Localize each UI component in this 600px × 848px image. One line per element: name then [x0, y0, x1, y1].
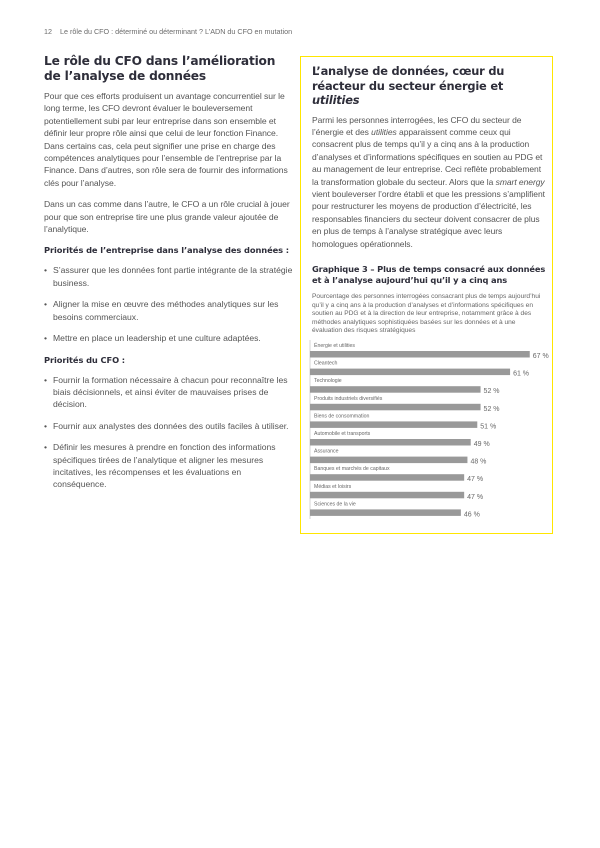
bar: [310, 509, 461, 516]
text-run-italic: smart energy: [495, 176, 545, 187]
category-label: Médias et loisirs: [314, 483, 352, 490]
main-column: [44, 54, 294, 500]
text-run-italic: utilities: [371, 126, 397, 137]
section-title: Le rôle du CFO dans l’amélioration de l’analyse de données: [44, 54, 276, 83]
value-label: 47 %: [467, 476, 484, 484]
paragraph: Dans un cas comme dans l’autre, le CFO a un rôle crucial à jouer pour que son entreprise tire une plus grande valeur ajoutée de l’analytique.: [44, 199, 290, 235]
text-run: Parmi les personnes interrogées, les CFO du secteur de l’énergie et des: [312, 114, 522, 137]
bar: [310, 492, 464, 499]
value-label: 52 %: [483, 388, 500, 396]
cfo-priorities-heading: Priorités du CFO :: [44, 354, 126, 365]
company-priorities-heading: Priorités de l’entreprise dans l’analyse des données :: [44, 245, 289, 256]
category-label: Banques et marchés de capitaux: [314, 466, 390, 473]
category-label: Sciences de la vie: [314, 501, 356, 508]
sidebar-title-text: L’analyse de données, cœur du réacteur du secteur énergie et: [312, 64, 505, 93]
page-number: 12: [44, 27, 52, 36]
bar: [310, 457, 467, 464]
sidebar-title: [312, 64, 546, 108]
value-label: 51 %: [480, 423, 497, 431]
category-label: Automobile et transports: [314, 431, 371, 437]
list-item: • Aligner la mise en œuvre des méthodes analytiques sur les besoins commerciaux.: [44, 298, 294, 323]
company-priorities-list: [44, 264, 294, 344]
paragraph: Pour que ces efforts produisent un avantage concurrentiel sur le long terme, les CFO devront évaluer le bouleversement potentiellement subi par leur entreprise dans son ensemble et définir leur propre rôle ainsi que celui de leur fonction Finance. Dans certains cas, cela peut signifier une prise en charge des compétences analytiques pour l’ensemble de l’entreprise par la Finance. Dans d’autres, son rôle sera de fournir des informations clés pour l’analyse.: [44, 91, 288, 188]
category-label: Produits industriels diversifiés: [314, 395, 383, 402]
running-title: Le rôle du CFO : déterminé ou déterminant ? L’ADN du CFO en mutation: [60, 27, 293, 36]
text-run: vient bouleverser l’ordre établi et que les pressions s’amplifient pour restructurer les moyens de production d’électricité, les responsables financiers du secteur doivent consacrer de plus en plus de temps à l’analyse stratégique avec leurs homologues opérationnels.: [312, 188, 545, 249]
list-item: • Définir les mesures à prendre en fonction des informations spécifiques tirées de l’analytique et aligner les mesures incitatives, les récompenses et les évaluations en conséquence.: [44, 441, 294, 491]
category-label: Biens de consommation: [314, 413, 370, 420]
value-label: 67 %: [532, 353, 549, 360]
list-item: • Fournir la formation nécessaire à chacun pour reconnaître les biais décisionnels, et ainsi éviter de mauvaises prises de décision.: [44, 374, 294, 411]
sidebar-title-italic: utilities: [312, 93, 360, 107]
value-label: 52 %: [483, 405, 500, 413]
value-label: 49 %: [473, 441, 490, 448]
bar: [310, 351, 530, 358]
bar: [310, 421, 477, 428]
sidebar-paragraph: [312, 114, 546, 250]
category-label: Cleantech: [314, 360, 338, 367]
list-item: • S’assurer que les données font partie intégrante de la stratégie business.: [44, 264, 294, 289]
category-label: Énergie et utilities: [314, 343, 355, 349]
category-label: Technologie: [314, 378, 342, 385]
list-item: • Mettre en place un leadership et une culture adaptées.: [44, 332, 294, 344]
bar-chart: [300, 338, 553, 528]
category-label: Assurance: [314, 448, 339, 455]
bar: [310, 386, 481, 393]
bar: [310, 369, 510, 376]
bar: [310, 474, 464, 481]
bar: [310, 404, 481, 411]
cfo-priorities-list: [44, 374, 294, 491]
value-label: 48 %: [470, 458, 487, 466]
value-label: 46 %: [463, 511, 480, 519]
chart-subtitle: Pourcentage des personnes interrogées consacrant plus de temps aujourd’hui qu’il y a cinq ans à la production d’analyses et d’informations spécifiques en soutien au PDG et à la direction de leur entreprise, notamment grâce à des méthodes analytiques sophistiquées basées sur les données et à une évaluation des risques stratégiques: [312, 292, 541, 335]
chart-title: Graphique 3 – Plus de temps consacré aux données et à l’analyse aujourd’hui qu’il y a cinq ans: [312, 263, 546, 286]
bar: [310, 439, 471, 446]
value-label: 47 %: [467, 493, 484, 501]
text-run: apparaissent comme ceux qui consacrent plus de temps qu’il y a cinq ans à la production d’analyses et d’informations spécifiques en soutien au PDG et au management de leur entreprise. Ceci reflète probablement la transformation globale du secteur. Alors que la: [312, 126, 543, 187]
list-item: • Fournir aux analystes des données des outils faciles à utiliser.: [44, 420, 294, 432]
running-header: [44, 27, 292, 36]
value-label: 61 %: [513, 370, 530, 378]
